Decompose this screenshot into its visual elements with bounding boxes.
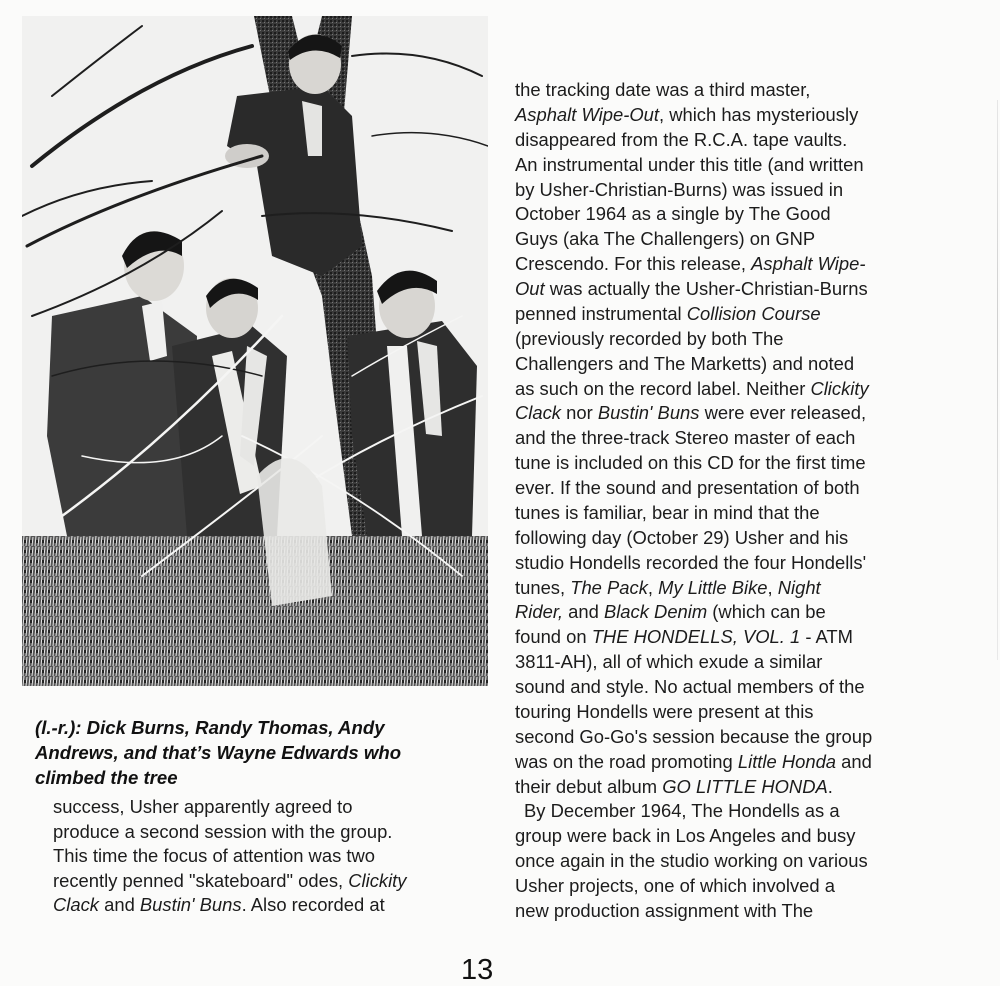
text-line	[53, 795, 406, 820]
text-run: - ATM	[800, 626, 853, 648]
caption-line: Andrews, and that’s Wayne Edwards who	[35, 741, 402, 763]
text-line	[515, 526, 872, 551]
text-line	[53, 869, 406, 894]
text-line	[515, 128, 872, 153]
text-run: October 1964 as a single by The Good	[515, 203, 831, 225]
text-line	[515, 377, 872, 402]
text-run: success, Usher apparently agreed to	[53, 796, 353, 817]
text-run: ,	[767, 576, 778, 598]
italic-title: Out	[515, 278, 545, 299]
text-run: by Usher-Christian-Burns) was issued in	[515, 178, 844, 200]
italic-title: THE HONDELLS, VOL. 1	[591, 626, 801, 648]
text-line	[515, 600, 872, 625]
text-line	[515, 824, 872, 849]
text-run: (previously recorded by both The	[515, 327, 784, 349]
text-run: and	[836, 750, 872, 772]
text-run: ever. If the sound and presentation of both	[515, 477, 860, 498]
text-line	[515, 476, 872, 501]
text-line	[515, 874, 872, 899]
caption-line: climbed the tree	[35, 766, 178, 788]
italic-title: Clack	[53, 894, 99, 915]
italic-title: Clickity	[810, 377, 869, 399]
italic-title: Black Denim	[603, 601, 708, 623]
text-run: and	[563, 601, 604, 623]
text-line	[515, 153, 872, 178]
text-line	[515, 178, 872, 203]
italic-title: My Little Bike	[658, 576, 768, 598]
italic-title: Clickity	[348, 869, 407, 891]
text-run: and	[99, 894, 140, 915]
grass	[22, 536, 488, 686]
text-line	[515, 302, 872, 327]
text-line	[515, 899, 872, 924]
text-line	[53, 844, 406, 869]
italic-title: Little Honda	[737, 750, 837, 772]
text-run: once again in the studio working on various	[515, 850, 868, 872]
text-run: An instrumental under this title (and written	[515, 153, 864, 175]
text-run: nor	[561, 402, 598, 424]
text-run: as such on the record label. Neither	[515, 377, 811, 399]
text-run: produce a second session with the group.	[53, 820, 393, 842]
text-line	[53, 820, 406, 845]
text-run: second Go-Go's session because the group	[515, 725, 873, 747]
text-line	[515, 775, 872, 800]
text-line	[515, 103, 872, 128]
text-line	[515, 725, 872, 750]
text-line	[515, 849, 872, 874]
italic-title: Night	[777, 576, 821, 598]
italic-title: The Pack	[570, 576, 648, 598]
text-line	[515, 451, 872, 476]
text-run: (which can be	[707, 601, 826, 623]
text-run: touring Hondells were present at this	[515, 700, 814, 722]
text-run: , which has mysteriously	[658, 103, 859, 125]
text-run: tunes,	[515, 576, 571, 598]
text-run: sound and style. No actual members of the	[515, 676, 865, 697]
italic-title: Bustin' Buns	[597, 402, 700, 424]
italic-title: Clack	[515, 402, 561, 424]
text-line	[515, 750, 872, 775]
text-run: Usher projects, one of which involved a	[515, 875, 835, 896]
text-run: their debut album	[515, 775, 663, 797]
text-line	[515, 352, 872, 377]
text-line	[515, 799, 872, 824]
italic-title: Rider,	[515, 601, 564, 623]
text-line	[515, 401, 872, 426]
text-line	[515, 625, 872, 650]
text-line	[515, 700, 872, 725]
text-run: disappeared from the R.C.A. tape vaults.	[515, 128, 848, 150]
text-run: were ever released,	[699, 402, 867, 424]
italic-title: Bustin' Buns	[139, 894, 242, 915]
text-run: and the three-track Stereo master of each	[515, 427, 856, 449]
text-run: studio Hondells recorded the four Hondells'	[515, 551, 867, 573]
italic-title: Asphalt Wipe-Out	[515, 103, 659, 125]
text-line	[515, 675, 872, 700]
text-line	[515, 202, 872, 227]
right-column-text	[515, 78, 872, 924]
text-run: By December 1964, The Hondells as a	[524, 800, 840, 822]
text-run: group were back in Los Angeles and busy	[515, 825, 856, 847]
text-run: Challengers and The Marketts) and noted	[515, 352, 855, 374]
text-run: following day (October 29) Usher and his	[515, 526, 849, 548]
text-run: was actually the Usher-Christian-Burns	[544, 278, 868, 299]
page-edge-shadow	[997, 100, 998, 660]
caption-line: (l.-r.): Dick Burns, Randy Thomas, Andy	[35, 717, 385, 738]
italic-title: Asphalt Wipe-	[751, 253, 866, 275]
text-run: . Also recorded at	[241, 894, 385, 915]
text-run: the tracking date was a third master,	[515, 79, 811, 100]
text-run: found on	[515, 626, 592, 648]
page-number: 13	[461, 954, 494, 986]
text-run: This time the focus of attention was two	[53, 845, 375, 866]
text-run: Guys (aka The Challengers) on GNP	[515, 228, 816, 250]
text-run: Crescendo. For this release,	[515, 253, 752, 275]
text-line	[515, 426, 872, 451]
text-line	[515, 227, 872, 252]
text-line	[515, 252, 872, 277]
text-run: recently penned "skateboard" odes,	[53, 869, 349, 891]
text-run: 3811-AH), all of which exude a similar	[515, 651, 823, 673]
text-run: new production assignment with The	[515, 899, 814, 921]
text-line	[515, 277, 872, 302]
text-line	[515, 78, 872, 103]
text-run: tunes is familiar, bear in mind that the	[515, 501, 820, 523]
left-column-text	[53, 795, 406, 918]
text-line	[53, 893, 406, 918]
italic-title: GO LITTLE HONDA	[662, 775, 828, 797]
band-photo	[22, 16, 488, 686]
text-run: .	[827, 775, 833, 797]
text-run: tune is included on this CD for the first time	[515, 452, 866, 474]
photo-caption	[35, 716, 475, 791]
text-line	[515, 650, 872, 675]
text-run: was on the road promoting	[515, 750, 738, 772]
text-run: penned instrumental	[515, 302, 687, 324]
text-line	[515, 551, 872, 576]
text-line	[515, 501, 872, 526]
text-line	[515, 576, 872, 601]
text-run: ,	[647, 576, 659, 598]
text-line	[515, 327, 872, 352]
italic-title: Collision Course	[686, 302, 821, 324]
